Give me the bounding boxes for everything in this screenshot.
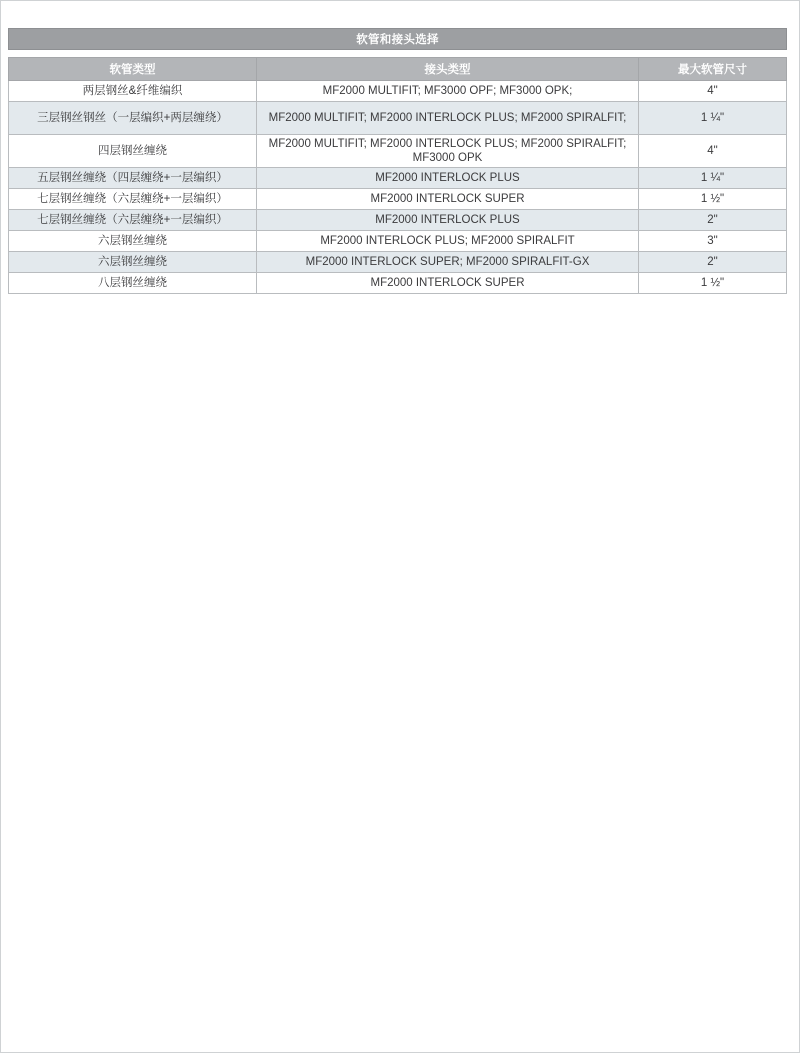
- cell-hose-type: 六层钢丝缠绕: [9, 252, 257, 273]
- table-spacer-row: [9, 50, 787, 58]
- table-sheet: [8, 28, 786, 294]
- cell-hose-type: 八层钢丝缠绕: [9, 273, 257, 294]
- cell-max-size: 4": [639, 81, 787, 102]
- cell-hose-type: 五层钢丝缠绕（四层缠绕+一层编织）: [9, 168, 257, 189]
- table-row: [9, 210, 787, 231]
- cell-coupling-type: MF2000 INTERLOCK PLUS; MF2000 SPIRALFIT: [257, 231, 639, 252]
- cell-max-size: 1 ½": [639, 189, 787, 210]
- cell-hose-type: 四层钢丝缠绕: [9, 135, 257, 168]
- cell-hose-type: 七层钢丝缠绕（六层缠绕+一层编织）: [9, 210, 257, 231]
- table-row: [9, 135, 787, 168]
- table-row: [9, 189, 787, 210]
- cell-max-size: 1 ½": [639, 273, 787, 294]
- column-header-coupling-type: 接头类型: [257, 58, 639, 81]
- table-row: [9, 231, 787, 252]
- table-row: [9, 102, 787, 135]
- table-row: [9, 168, 787, 189]
- cell-coupling-type: MF2000 MULTIFIT; MF3000 OPF; MF3000 OPK;: [257, 81, 639, 102]
- page-title: 软管和接头选择: [9, 29, 787, 50]
- cell-max-size: 2": [639, 252, 787, 273]
- cell-hose-type: 三层钢丝钢丝（一层编织+两层缠绕）: [9, 102, 257, 135]
- table-row: [9, 252, 787, 273]
- table-row: [9, 273, 787, 294]
- cell-coupling-type: MF2000 INTERLOCK SUPER: [257, 189, 639, 210]
- cell-coupling-type: MF2000 INTERLOCK SUPER; MF2000 SPIRALFIT-GX: [257, 252, 639, 273]
- cell-coupling-type: MF2000 MULTIFIT; MF2000 INTERLOCK PLUS; MF2000 SPIRALFIT;: [257, 102, 639, 135]
- cell-hose-type: 六层钢丝缠绕: [9, 231, 257, 252]
- cell-coupling-type: MF2000 MULTIFIT; MF2000 INTERLOCK PLUS; MF2000 SPIRALFIT; MF3000 OPK: [257, 135, 639, 168]
- column-header-max-hose-size: 最大软管尺寸: [639, 58, 787, 81]
- table-title-row: [9, 29, 787, 50]
- cell-max-size: 3": [639, 231, 787, 252]
- table-row: [9, 81, 787, 102]
- cell-coupling-type: MF2000 INTERLOCK SUPER: [257, 273, 639, 294]
- column-header-hose-type: 软管类型: [9, 58, 257, 81]
- spacer-cell: [9, 50, 787, 58]
- cell-coupling-type: MF2000 INTERLOCK PLUS: [257, 168, 639, 189]
- cell-max-size: 1 ¼": [639, 168, 787, 189]
- cell-hose-type: 七层钢丝缠绕（六层缠绕+一层编织）: [9, 189, 257, 210]
- cell-max-size: 1 ¼": [639, 102, 787, 135]
- cell-max-size: 4": [639, 135, 787, 168]
- table-header-row: [9, 58, 787, 81]
- cell-hose-type: 两层钢丝&纤维编织: [9, 81, 257, 102]
- hose-coupling-selection-table: [8, 28, 787, 294]
- cell-coupling-type: MF2000 INTERLOCK PLUS: [257, 210, 639, 231]
- cell-max-size: 2": [639, 210, 787, 231]
